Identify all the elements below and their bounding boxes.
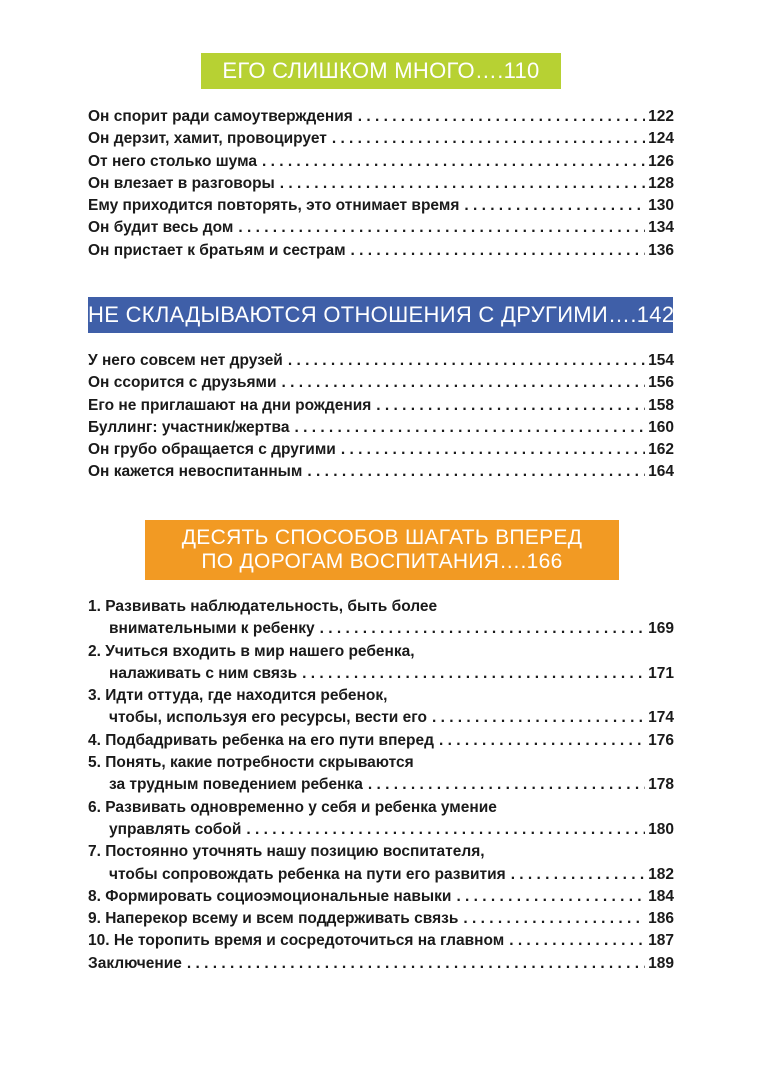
- toc-entry-page: 169: [648, 620, 674, 638]
- toc-entry-two-line[interactable]: [88, 752, 674, 797]
- toc-entry-line-1: 7. Постоянно уточнять нашу позицию воспитателя,: [88, 843, 485, 861]
- toc-entry[interactable]: [88, 195, 674, 217]
- toc-entry[interactable]: [88, 930, 674, 952]
- toc-entry[interactable]: [88, 217, 674, 239]
- toc-entry-two-line[interactable]: [88, 641, 674, 686]
- leader-dots: [463, 908, 645, 930]
- leader-dots: [238, 217, 645, 239]
- toc-entry[interactable]: [88, 730, 674, 752]
- toc-entry-page: 176: [648, 731, 674, 749]
- toc-entry-page: 186: [648, 910, 674, 928]
- toc-entry-title: Он влезает в разговоры: [88, 174, 275, 192]
- leader-dots: [320, 618, 645, 640]
- toc-entry-page: 134: [648, 219, 674, 237]
- banner-text: ЕГО СЛИШКОМ МНОГО….110: [222, 58, 540, 83]
- toc-entry-title: Он грубо обращается с другими: [88, 441, 336, 459]
- toc-entry-line-1: 1. Развивать наблюдательность, быть более: [88, 598, 438, 615]
- toc-entry-page: 187: [648, 932, 674, 950]
- toc-entry-page: 160: [648, 418, 674, 436]
- leader-dots: [376, 395, 645, 417]
- leader-dots: [288, 350, 645, 372]
- toc-entry-page: 156: [648, 374, 674, 392]
- toc-entry-page: 128: [648, 174, 674, 192]
- leader-dots: [456, 886, 645, 908]
- toc-entry-page: 124: [648, 130, 674, 148]
- toc-entry-line-1: 5. Понять, какие потребности скрываются: [88, 754, 414, 772]
- toc-entry-title: Буллинг: участник/жертва: [88, 418, 290, 436]
- toc-entry[interactable]: [88, 240, 674, 262]
- toc-entry-line-1: 2. Учиться входить в мир нашего ребенка,: [88, 642, 415, 660]
- toc-entry-two-line[interactable]: [88, 797, 674, 842]
- toc-entry-title: Его не приглашают на дни рождения: [88, 396, 372, 414]
- toc-entry-conclusion[interactable]: [88, 953, 674, 975]
- toc-entry[interactable]: [88, 372, 674, 394]
- toc-entry-title: Он пристает к братьям и сестрам: [88, 241, 346, 259]
- toc-entry-page: 130: [648, 197, 674, 215]
- leader-dots: [509, 930, 645, 952]
- toc-entry-title: 4. Подбадривать ребенка на его пути вперед: [88, 731, 434, 749]
- leader-dots: [464, 195, 645, 217]
- toc-entry-page: 154: [648, 352, 674, 369]
- toc-entry[interactable]: [88, 395, 674, 417]
- toc-section-ten-ways: [88, 596, 674, 975]
- toc-entry-title: От него столько шума: [88, 152, 257, 170]
- leader-dots: [351, 240, 646, 262]
- toc-entry-title: Заключение: [88, 954, 182, 972]
- toc-entry[interactable]: [88, 128, 674, 150]
- leader-dots: [511, 864, 645, 886]
- toc-entry-line-1: 6. Развивать одновременно у себя и ребенка умение: [88, 798, 497, 816]
- leader-dots: [368, 774, 645, 796]
- toc-entry[interactable]: [88, 461, 674, 483]
- toc-entry[interactable]: [88, 439, 674, 461]
- section-banner-relationships: [88, 297, 673, 333]
- toc-entry-page: 174: [648, 709, 674, 727]
- toc-entry-page: 122: [648, 108, 674, 125]
- toc-entry-page: 178: [648, 776, 674, 794]
- toc-entry-line-2: налаживать с ним связь: [109, 664, 298, 682]
- toc-entry-line-2: за трудным поведением ребенка: [109, 776, 363, 794]
- leader-dots: [439, 730, 645, 752]
- toc-entry-page: 158: [648, 396, 674, 414]
- toc-entry-title: Он спорит ради самоутверждения: [88, 108, 353, 125]
- toc-section-too-much: [88, 106, 674, 262]
- toc-entry-line-1: 3. Идти оттуда, где находится ребенок,: [88, 687, 388, 705]
- leader-dots: [332, 128, 645, 150]
- toc-entry-line-2: чтобы, используя его ресурсы, вести его: [109, 709, 427, 727]
- toc-entry-two-line[interactable]: [88, 685, 674, 730]
- toc-entry[interactable]: [88, 173, 674, 195]
- banner-text: НЕ СКЛАДЫВАЮТСЯ ОТНОШЕНИЯ С ДРУГИМИ….142: [88, 302, 675, 327]
- leader-dots: [294, 417, 645, 439]
- toc-entry-two-line[interactable]: [88, 841, 674, 886]
- toc-entry-page: 189: [648, 954, 674, 972]
- toc-entry[interactable]: [88, 417, 674, 439]
- toc-entry-line-2: управлять собой: [109, 820, 242, 838]
- leader-dots: [432, 707, 645, 729]
- toc-entry-title: 10. Не торопить время и сосредоточиться на главном: [88, 932, 505, 950]
- leader-dots: [358, 106, 645, 128]
- section-banner-too-much: [201, 53, 561, 89]
- toc-entry[interactable]: [88, 151, 674, 173]
- toc-entry-page: 180: [648, 820, 674, 838]
- toc-entry-title: Ему приходится повторять, это отнимает время: [88, 197, 460, 215]
- toc-entry-title: 9. Наперекор всему и всем поддерживать связь: [88, 910, 459, 928]
- section-banner-ten-ways: [145, 520, 619, 580]
- toc-entry[interactable]: [88, 106, 674, 128]
- toc-entry-page: 164: [648, 463, 674, 481]
- banner-line-2: ПО ДОРОГАМ ВОСПИТАНИЯ….166: [201, 550, 563, 573]
- toc-entry-page: 126: [648, 152, 674, 170]
- leader-dots: [262, 151, 645, 173]
- leader-dots: [187, 953, 645, 975]
- toc-entry-two-line[interactable]: [88, 596, 674, 641]
- toc-entry-title: 8. Формировать социоэмоциональные навыки: [88, 887, 452, 905]
- toc-entry-title: Он ссорится с друзьями: [88, 374, 277, 392]
- leader-dots: [341, 439, 645, 461]
- toc-entry[interactable]: [88, 350, 674, 372]
- toc-entry-page: 184: [648, 887, 674, 905]
- toc-entry-page: 162: [648, 441, 674, 459]
- toc-entry[interactable]: [88, 886, 674, 908]
- toc-entry-title: У него совсем нет друзей: [88, 352, 283, 369]
- toc-entry-page: 136: [648, 241, 674, 259]
- banner-line-1: ДЕСЯТЬ СПОСОБОВ ШАГАТЬ ВПЕРЕД: [181, 526, 583, 549]
- leader-dots: [307, 461, 645, 483]
- toc-entry[interactable]: [88, 908, 674, 930]
- toc-entry-title: Он дерзит, хамит, провоцирует: [88, 130, 327, 148]
- leader-dots: [302, 663, 645, 685]
- leader-dots: [280, 173, 645, 195]
- toc-entry-line-2: внимательными к ребенку: [109, 620, 315, 638]
- toc-entry-title: Он будит весь дом: [88, 219, 234, 237]
- toc-entry-page: 171: [648, 664, 674, 682]
- toc-section-relationships: [88, 350, 674, 484]
- leader-dots: [282, 372, 646, 394]
- leader-dots: [246, 819, 645, 841]
- toc-entry-line-2: чтобы сопровождать ребенка на пути его развития: [109, 865, 506, 883]
- toc-entry-page: 182: [648, 865, 674, 883]
- toc-entry-title: Он кажется невоспитанным: [88, 463, 303, 481]
